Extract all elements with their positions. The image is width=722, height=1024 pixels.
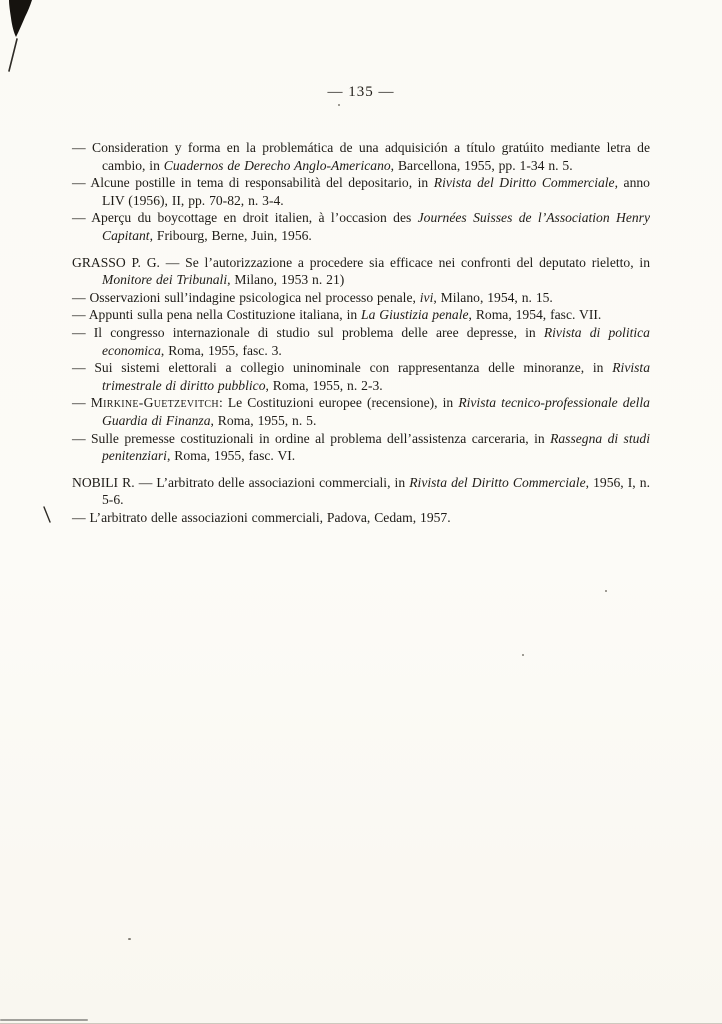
bibliography-entry	[72, 306, 650, 324]
ink-speck-artifact	[522, 654, 524, 656]
entry-text: — Alcune postille in tema di responsabilità del depositario, in	[72, 175, 434, 191]
work-title: Rivista del Diritto Commerciale	[409, 474, 586, 490]
entry-text: NOBILI R. — L’arbitrato delle associazioni commerciali, in	[72, 474, 410, 490]
entry-text: , Roma, 1954, fasc. VII.	[468, 307, 602, 323]
entry-text: — Il congresso internazionale di studio sul problema delle aree depresse, in	[72, 324, 544, 340]
entry-text: , Roma, 1955, n. 5.	[210, 412, 317, 428]
bibliography-group	[72, 139, 650, 245]
bibliography-entry	[72, 430, 650, 465]
bibliography-entry	[72, 139, 650, 174]
entry-text: , 1956, I, n. 5-6.	[102, 474, 650, 508]
entry-text: — L’arbitrato delle associazioni commerciali, Padova, Cedam, 1957.	[72, 509, 451, 525]
work-title: Cuadernos de Derecho Anglo-Americano	[163, 157, 391, 173]
entry-text: , Milano, 1953 n. 21)	[227, 272, 345, 288]
entry-text: , Roma, 1955, n. 2-3.	[265, 377, 383, 393]
bibliography-entry	[72, 174, 650, 209]
entry-text: , Roma, 1955, fasc. VI.	[166, 448, 296, 464]
entry-text: , anno LIV (1956), II, pp. 70-82, n. 3-4.	[102, 175, 650, 208]
pen-stroke-artifact	[42, 506, 52, 524]
work-title: Rassegna di studi penitenziari	[102, 430, 650, 464]
bibliography-entry	[72, 509, 650, 527]
bibliography-entry	[72, 394, 650, 429]
entry-text: , Roma, 1955, fasc. 3.	[160, 342, 282, 358]
entry-text: — Osservazioni sull’indagine psicologica nel processo penale,	[72, 289, 420, 305]
bibliography-entry	[72, 474, 650, 509]
ink-speck-artifact	[128, 938, 131, 940]
bibliography-entry	[72, 359, 650, 394]
work-title: Journées Suisses de l’Association Henry Capitant	[102, 210, 650, 243]
entry-text: — Sui sistemi elettorali a collegio uninominale con rappresentanza delle minoranze, in	[72, 360, 613, 376]
bibliography	[72, 139, 650, 526]
entry-text: : Le Costituzioni europee (recensione), in	[218, 395, 459, 411]
bibliography-entry	[72, 289, 650, 307]
work-title: Rivista di politica economica	[102, 324, 650, 358]
work-title: Rivista tecnico-professionale della Guardia di Finanza	[102, 395, 650, 428]
ink-speck-artifact	[338, 104, 340, 106]
entry-text: , Milano, 1954, n. 15.	[433, 289, 553, 305]
bibliography-group	[72, 254, 650, 465]
bibliography-entry	[72, 254, 650, 289]
work-title: Rivista del Diritto Commerciale	[433, 175, 615, 191]
entry-text: GRASSO P. G. — Se l’autorizzazione a procedere sia efficace nei confronti del deputato rieletto, in	[72, 254, 650, 270]
bibliography-entry	[72, 324, 650, 359]
entry-text: , Fribourg, Berne, Juin, 1956.	[149, 227, 312, 243]
entry-text: , Barcellona, 1955, pp. 1-34 n. 5.	[390, 157, 573, 173]
entry-text: —	[72, 395, 91, 411]
ink-speck-artifact	[605, 590, 607, 592]
entry-text: — Sulle premesse costituzionali in ordine al problema dell’assistenza carceraria, in	[72, 430, 551, 446]
page-number: — 135 —	[327, 84, 395, 100]
bibliography-entry	[72, 209, 650, 244]
author-name: Mirkine-Guetzevitch	[90, 395, 219, 411]
entry-text: — Consideration y forma en la problemática de una adquisición a título gratúito mediante letra de cambio, in	[72, 140, 650, 173]
entry-text: — Aperçu du boycottage en droit italien, à l’occasion des	[72, 210, 418, 226]
work-title: La Giustizia penale	[361, 307, 469, 323]
entry-text: — Appunti sulla pena nella Costituzione italiana, in	[72, 307, 362, 323]
work-title: ivi	[419, 289, 434, 305]
work-title: Monitore dei Tribunali	[102, 272, 228, 288]
ink-blot-artifact	[6, 0, 40, 78]
bibliography-group	[72, 474, 650, 527]
scan-edge-smudge-artifact	[0, 1019, 88, 1021]
work-title: Rivista trimestrale di diritto pubblico	[102, 360, 650, 393]
